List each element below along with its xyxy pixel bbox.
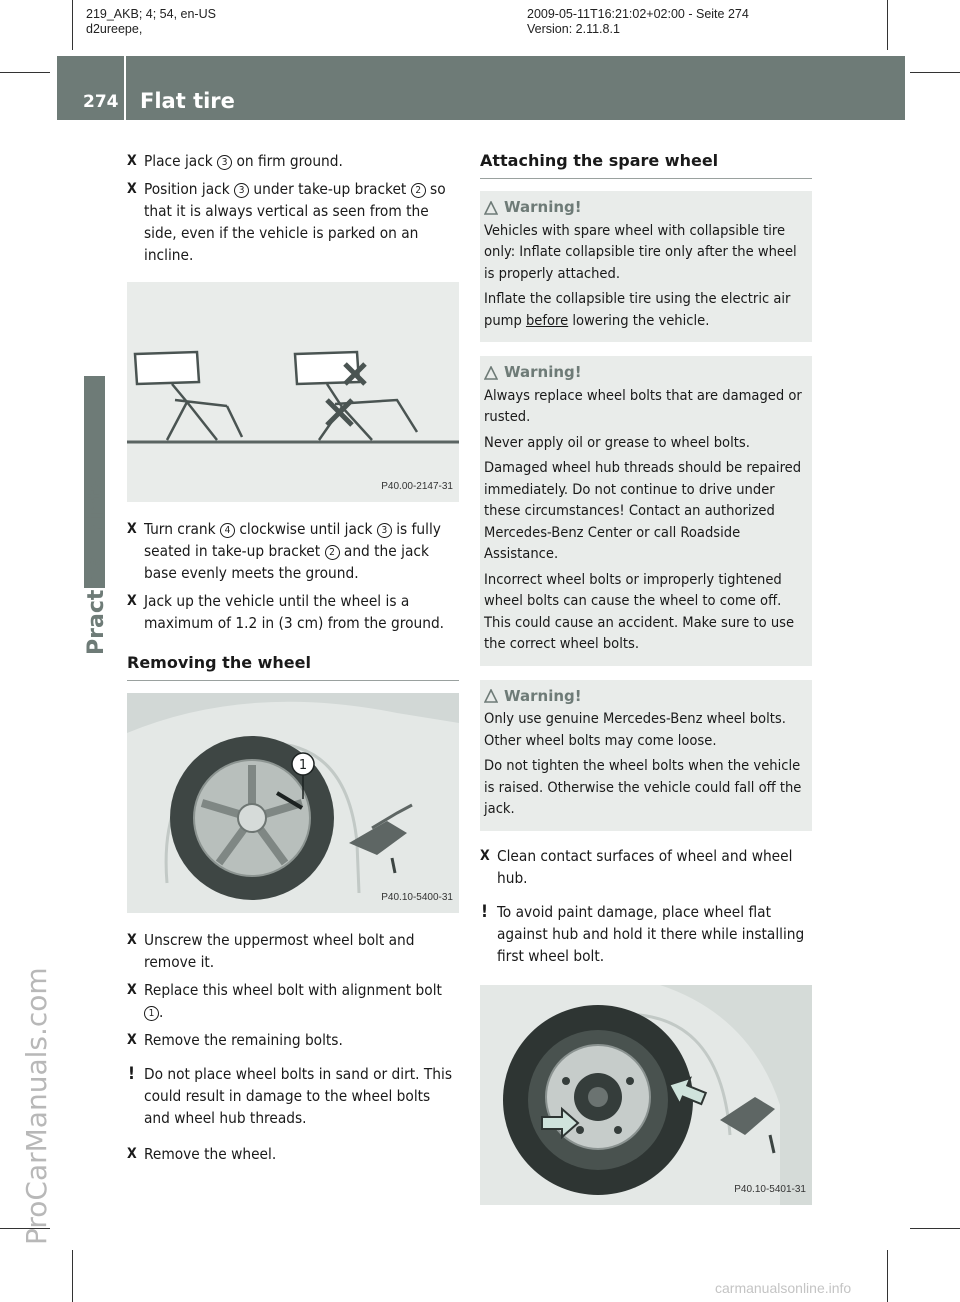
step-item <box>127 1029 459 1051</box>
step-item <box>127 929 459 973</box>
footer-url: carmanualsonline.info <box>715 1280 852 1296</box>
callout-number: 2 <box>411 183 426 198</box>
crop-mark <box>72 1250 73 1302</box>
warning-box <box>480 191 812 342</box>
step-item <box>127 518 459 584</box>
step-text: clockwise until jack <box>235 520 377 538</box>
step-item <box>127 1143 459 1165</box>
caution-note <box>480 901 812 967</box>
figure-callout: 1 <box>298 758 308 773</box>
warning-text: Never apply oil or grease to wheel bolts. <box>484 433 750 451</box>
step-text: Remove the wheel. <box>144 1145 277 1163</box>
header-divider <box>124 56 126 120</box>
step-marker: X <box>127 153 137 169</box>
warning-text: Incorrect wheel bolts or improperly tightened wheel bolts can cause the wheel to come off. This could cause an accident. Make sure to use the correct wheel bolts. <box>484 570 795 652</box>
print-meta-line: 2009-05-11T16:21:02+02:00 - Seite 274 <box>527 7 749 21</box>
callout-number: 4 <box>220 523 235 538</box>
warning-header <box>484 197 807 219</box>
step-text: Turn crank <box>144 520 220 538</box>
step-marker: X <box>127 1146 137 1162</box>
warning-text-emphasis: before <box>525 311 569 329</box>
page-header <box>57 56 905 120</box>
page-title: Flat tire <box>140 89 235 113</box>
warning-text-part: lowering the vehicle. <box>568 311 710 329</box>
step-text: Jack up the vehicle until the wheel is a maximum of 1.2 in (3 cm) from the ground. <box>144 592 445 632</box>
step-text: is fully seated in take-up bracket <box>144 520 441 560</box>
step-text: under take-up bracket <box>249 180 411 198</box>
wheel-removal-illustration <box>127 693 459 913</box>
callout-number: 3 <box>234 183 249 198</box>
warning-text: Vehicles with spare wheel with collapsible tire only: Inflate collapsible tire only after the wheel is properly attached. <box>484 221 797 282</box>
warning-label: Warning! <box>504 363 582 381</box>
warning-header <box>484 362 807 384</box>
step-marker: X <box>127 932 137 948</box>
print-meta-right <box>527 7 749 37</box>
caution-marker: ! <box>128 1064 135 1084</box>
step-item <box>127 178 459 266</box>
step-text: Position jack <box>144 180 235 198</box>
warning-icon <box>484 689 498 703</box>
watermark-text: ProCarManuals.com <box>20 967 53 1245</box>
step-text: on firm ground. <box>232 152 343 170</box>
print-meta-line: 219_AKB; 4; 54, en-US <box>86 7 216 21</box>
step-marker: X <box>127 982 137 998</box>
step-item <box>480 845 812 889</box>
warning-text: Damaged wheel hub threads should be repaired immediately. Do not continue to drive under these circumstances! Contact an authorized Mercedes-Benz Center or call Roadside Assistance. <box>484 459 802 562</box>
crop-mark <box>0 72 50 73</box>
crop-mark <box>887 0 888 50</box>
warning-icon <box>484 366 498 380</box>
step-marker: X <box>127 1032 137 1048</box>
note-text: Do not place wheel bolts in sand or dirt. This could result in damage to the wheel bolts and wheel hub threads. <box>144 1065 452 1127</box>
print-meta-line: Version: 2.11.8.1 <box>527 22 620 36</box>
step-marker: X <box>480 847 490 864</box>
section-heading: Removing the wheel <box>127 652 459 681</box>
figure-attaching-spare-wheel <box>480 985 812 1205</box>
caution-marker: ! <box>481 901 488 922</box>
warning-text: Do not tighten the wheel bolts when the vehicle is raised. Otherwise the vehicle could fall off the jack. <box>484 757 802 817</box>
page-number: 274 <box>83 92 119 112</box>
figure-code: P40.10-5401-31 <box>734 1183 806 1195</box>
warning-text: Always replace wheel bolts that are damaged or rusted. <box>484 386 802 425</box>
note-text: To avoid paint damage, place wheel flat against hub and hold it there while installing first wheel bolt. <box>497 902 805 965</box>
warning-box <box>480 356 812 666</box>
step-item <box>127 590 459 634</box>
spare-wheel-illustration <box>480 985 812 1205</box>
caution-note <box>127 1063 459 1129</box>
figure-jack-positioning <box>127 282 459 502</box>
right-column <box>480 150 812 1221</box>
crop-mark <box>887 1250 888 1302</box>
step-item <box>127 150 459 172</box>
section-heading: Attaching the spare wheel <box>480 150 812 179</box>
callout-number: 2 <box>325 545 340 560</box>
step-text: Place jack <box>144 152 218 170</box>
crop-mark <box>910 1228 960 1229</box>
warning-text <box>484 288 807 331</box>
crop-mark <box>910 72 960 73</box>
step-text: Unscrew the uppermost wheel bolt and remove it. <box>144 931 415 971</box>
figure-removing-wheel <box>127 693 459 913</box>
step-text: . <box>159 1003 164 1021</box>
step-marker: X <box>127 181 137 197</box>
warning-icon <box>484 201 498 215</box>
step-marker: X <box>127 593 137 609</box>
figure-code: P40.00-2147-31 <box>381 481 453 492</box>
step-text: Clean contact surfaces of wheel and wheel hub. <box>497 846 793 887</box>
warning-text-part: Inflate the collapsible tire using the electric air pump <box>484 290 791 329</box>
figure-code: P40.10-5400-31 <box>381 892 453 903</box>
step-item <box>127 979 459 1023</box>
callout-number: 3 <box>217 155 232 170</box>
callout-number: 3 <box>377 523 392 538</box>
warning-box <box>480 680 812 831</box>
step-text: so that it is always vertical as seen from the side, even if the vehicle is parked on an incline. <box>144 180 446 264</box>
warning-text: Only use genuine Mercedes-Benz wheel bolts. Other wheel bolts may come loose. <box>484 710 786 749</box>
jack-illustration <box>127 282 459 502</box>
callout-number: 1 <box>144 1006 159 1021</box>
side-tab-text: Practical hints <box>84 476 109 655</box>
warning-label: Warning! <box>504 686 582 705</box>
step-marker: X <box>127 521 137 537</box>
left-column <box>127 150 459 1171</box>
warning-header <box>484 686 807 708</box>
crop-mark <box>72 0 73 50</box>
step-text: Replace this wheel bolt with alignment bolt <box>144 981 442 999</box>
step-text: and the jack base evenly meets the ground. <box>144 542 429 582</box>
print-meta-line: d2ureepe, <box>86 22 143 36</box>
step-text: Remove the remaining bolts. <box>144 1031 343 1049</box>
print-meta-left <box>86 7 216 37</box>
warning-label: Warning! <box>504 198 582 216</box>
